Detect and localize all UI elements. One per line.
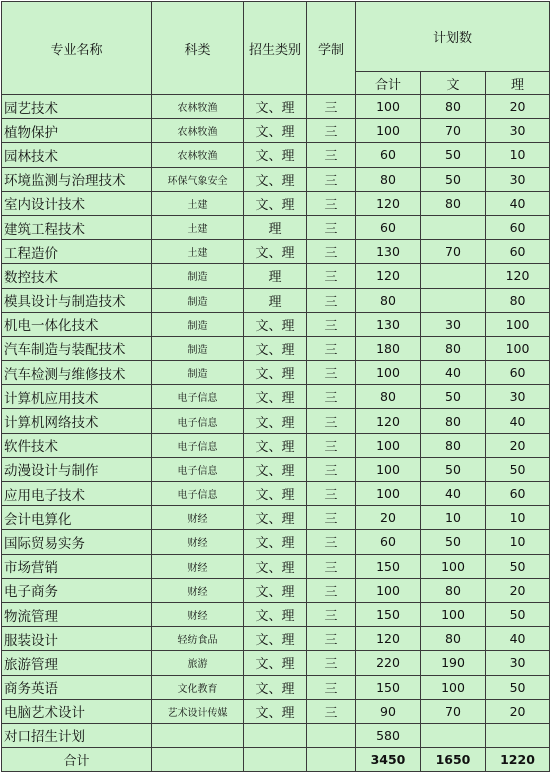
table-row: [2, 409, 550, 433]
duration-cell: 三: [307, 385, 356, 409]
special-row-label: 对口招生计划: [2, 723, 152, 747]
wen-cell: 100: [421, 554, 486, 578]
category-cell: 土建: [152, 191, 244, 215]
li-cell: 30: [486, 167, 550, 191]
wen-cell: 80: [421, 433, 486, 457]
table-row: [2, 699, 550, 723]
grand-total-wen: 1650: [421, 748, 486, 772]
enroll-type-cell: 文、理: [244, 336, 307, 360]
category-cell: 艺术设计传媒: [152, 699, 244, 723]
wen-cell: 80: [421, 191, 486, 215]
major-cell: 电脑艺术设计: [2, 699, 152, 723]
wen-cell: 100: [421, 602, 486, 626]
duration-cell: 三: [307, 578, 356, 602]
wen-cell: 190: [421, 651, 486, 675]
major-cell: 计算机应用技术: [2, 385, 152, 409]
li-cell: 30: [486, 651, 550, 675]
major-cell: 国际贸易实务: [2, 530, 152, 554]
category-cell: 电子信息: [152, 482, 244, 506]
major-cell: 商务英语: [2, 675, 152, 699]
header-plan: 计划数: [356, 2, 550, 72]
wen-cell: 70: [421, 699, 486, 723]
table-row: [2, 95, 550, 119]
duration-cell: 三: [307, 409, 356, 433]
table-row: [2, 457, 550, 481]
table-row: [2, 554, 550, 578]
duration-cell: 三: [307, 240, 356, 264]
wen-cell: 10: [421, 506, 486, 530]
enroll-type-cell: 文、理: [244, 530, 307, 554]
li-cell: 60: [486, 482, 550, 506]
li-cell: 60: [486, 361, 550, 385]
total-cell: 220: [356, 651, 421, 675]
major-cell: 软件技术: [2, 433, 152, 457]
table-row: [2, 530, 550, 554]
li-cell: 40: [486, 409, 550, 433]
major-cell: 建筑工程技术: [2, 215, 152, 239]
total-cell: 180: [356, 336, 421, 360]
enroll-type-cell: 文、理: [244, 240, 307, 264]
major-cell: 动漫设计与制作: [2, 457, 152, 481]
li-cell: 60: [486, 215, 550, 239]
total-cell: 60: [356, 530, 421, 554]
enroll-type-cell: 文、理: [244, 699, 307, 723]
duration-cell: 三: [307, 651, 356, 675]
li-cell: 40: [486, 191, 550, 215]
total-cell: 80: [356, 167, 421, 191]
enroll-type-cell: 文、理: [244, 482, 307, 506]
wen-cell: 70: [421, 119, 486, 143]
category-cell: 财经: [152, 602, 244, 626]
total-cell: 150: [356, 602, 421, 626]
li-cell: 30: [486, 119, 550, 143]
major-cell: 电子商务: [2, 578, 152, 602]
grand-total-label: 合计: [2, 748, 152, 772]
duration-cell: 三: [307, 433, 356, 457]
total-cell: 130: [356, 240, 421, 264]
duration-cell: 三: [307, 482, 356, 506]
li-cell: 50: [486, 554, 550, 578]
enroll-type-cell: 文、理: [244, 675, 307, 699]
category-cell: 土建: [152, 215, 244, 239]
li-cell: 100: [486, 312, 550, 336]
category-cell: 财经: [152, 554, 244, 578]
header-category: 科类: [152, 2, 244, 95]
major-cell: 模具设计与制造技术: [2, 288, 152, 312]
li-cell: 10: [486, 506, 550, 530]
header-total: 合计: [356, 72, 421, 95]
category-cell: 电子信息: [152, 433, 244, 457]
enroll-type-cell: 文、理: [244, 191, 307, 215]
grand-total-row: [2, 748, 550, 772]
enroll-type-cell: 理: [244, 288, 307, 312]
wen-cell: 80: [421, 95, 486, 119]
category-cell: 轻纺食品: [152, 627, 244, 651]
wen-cell: 70: [421, 240, 486, 264]
total-cell: 120: [356, 409, 421, 433]
duration-cell: 三: [307, 530, 356, 554]
duration-cell: 三: [307, 675, 356, 699]
table-row: [2, 361, 550, 385]
total-cell: 130: [356, 312, 421, 336]
total-cell: 100: [356, 457, 421, 481]
table-row: [2, 143, 550, 167]
duration-cell: 三: [307, 627, 356, 651]
li-cell: 120: [486, 264, 550, 288]
li-cell: 50: [486, 457, 550, 481]
duration-cell: 三: [307, 167, 356, 191]
category-cell: 制造: [152, 288, 244, 312]
wen-cell: 40: [421, 361, 486, 385]
table-row: [2, 433, 550, 457]
major-cell: 环境监测与治理技术: [2, 167, 152, 191]
total-cell: 120: [356, 264, 421, 288]
category-cell: 土建: [152, 240, 244, 264]
special-row-empty-cell: [421, 723, 486, 747]
category-cell: 电子信息: [152, 457, 244, 481]
table-row: [2, 288, 550, 312]
enroll-type-cell: 文、理: [244, 651, 307, 675]
table-row: [2, 336, 550, 360]
li-cell: 20: [486, 433, 550, 457]
li-cell: 10: [486, 143, 550, 167]
wen-cell: 30: [421, 312, 486, 336]
duration-cell: 三: [307, 602, 356, 626]
enroll-type-cell: 理: [244, 264, 307, 288]
table-row: [2, 602, 550, 626]
table-row: [2, 240, 550, 264]
major-cell: 应用电子技术: [2, 482, 152, 506]
category-cell: 制造: [152, 361, 244, 385]
enroll-type-cell: 文、理: [244, 143, 307, 167]
table-row: [2, 482, 550, 506]
table-row: [2, 578, 550, 602]
category-cell: 财经: [152, 530, 244, 554]
enroll-type-cell: 文、理: [244, 578, 307, 602]
header-wen: 文: [421, 72, 486, 95]
wen-cell: 50: [421, 167, 486, 191]
duration-cell: 三: [307, 143, 356, 167]
wen-cell: 80: [421, 627, 486, 651]
wen-cell: 50: [421, 457, 486, 481]
li-cell: 30: [486, 385, 550, 409]
major-cell: 室内设计技术: [2, 191, 152, 215]
total-cell: 60: [356, 215, 421, 239]
wen-cell: 50: [421, 385, 486, 409]
major-cell: 工程造价: [2, 240, 152, 264]
duration-cell: 三: [307, 95, 356, 119]
major-cell: 旅游管理: [2, 651, 152, 675]
enroll-type-cell: 文、理: [244, 554, 307, 578]
total-cell: 150: [356, 675, 421, 699]
li-cell: 20: [486, 578, 550, 602]
wen-cell: [421, 215, 486, 239]
category-cell: 财经: [152, 578, 244, 602]
major-cell: 园林技术: [2, 143, 152, 167]
enroll-type-cell: 文、理: [244, 409, 307, 433]
grand-total-empty-cell: [307, 748, 356, 772]
special-row-total: 580: [356, 723, 421, 747]
duration-cell: 三: [307, 264, 356, 288]
enroll-type-cell: 文、理: [244, 167, 307, 191]
duration-cell: 三: [307, 215, 356, 239]
enroll-type-cell: 理: [244, 215, 307, 239]
wen-cell: 80: [421, 336, 486, 360]
li-cell: 60: [486, 240, 550, 264]
major-cell: 计算机网络技术: [2, 409, 152, 433]
wen-cell: 80: [421, 578, 486, 602]
duration-cell: 三: [307, 336, 356, 360]
table-row: [2, 627, 550, 651]
header-duration: 学制: [307, 2, 356, 95]
header-row-1: [2, 2, 550, 72]
total-cell: 100: [356, 361, 421, 385]
total-cell: 80: [356, 385, 421, 409]
category-cell: 文化教育: [152, 675, 244, 699]
table-row: [2, 191, 550, 215]
header-enroll-type: 招生类别: [244, 2, 307, 95]
category-cell: 制造: [152, 336, 244, 360]
category-cell: 农林牧渔: [152, 119, 244, 143]
table-row: [2, 506, 550, 530]
total-cell: 60: [356, 143, 421, 167]
total-cell: 100: [356, 95, 421, 119]
special-row: [2, 723, 550, 747]
total-cell: 20: [356, 506, 421, 530]
special-row-empty-cell: [152, 723, 244, 747]
category-cell: 制造: [152, 264, 244, 288]
wen-cell: 80: [421, 409, 486, 433]
category-cell: 制造: [152, 312, 244, 336]
table-row: [2, 675, 550, 699]
major-cell: 汽车制造与装配技术: [2, 336, 152, 360]
grand-total-empty-cell: [152, 748, 244, 772]
special-row-empty-cell: [244, 723, 307, 747]
enrollment-plan-table: [1, 1, 550, 772]
special-row-empty-cell: [307, 723, 356, 747]
li-cell: 20: [486, 95, 550, 119]
enroll-type-cell: 文、理: [244, 95, 307, 119]
enroll-type-cell: 文、理: [244, 627, 307, 651]
total-cell: 150: [356, 554, 421, 578]
duration-cell: 三: [307, 506, 356, 530]
wen-cell: 50: [421, 143, 486, 167]
enroll-type-cell: 文、理: [244, 602, 307, 626]
enroll-type-cell: 文、理: [244, 433, 307, 457]
table-row: [2, 119, 550, 143]
li-cell: 50: [486, 602, 550, 626]
wen-cell: 50: [421, 530, 486, 554]
category-cell: 环保气象安全: [152, 167, 244, 191]
wen-cell: [421, 288, 486, 312]
duration-cell: 三: [307, 312, 356, 336]
total-cell: 80: [356, 288, 421, 312]
major-cell: 汽车检测与维修技术: [2, 361, 152, 385]
li-cell: 100: [486, 336, 550, 360]
category-cell: 电子信息: [152, 409, 244, 433]
total-cell: 100: [356, 433, 421, 457]
enroll-type-cell: 文、理: [244, 506, 307, 530]
header-major: 专业名称: [2, 2, 152, 95]
enroll-type-cell: 文、理: [244, 385, 307, 409]
header-li: 理: [486, 72, 550, 95]
total-cell: 100: [356, 578, 421, 602]
special-row-empty-cell: [486, 723, 550, 747]
wen-cell: [421, 264, 486, 288]
table-row: [2, 167, 550, 191]
table-row: [2, 264, 550, 288]
table-row: [2, 312, 550, 336]
table-body: [2, 95, 550, 724]
major-cell: 机电一体化技术: [2, 312, 152, 336]
total-cell: 100: [356, 482, 421, 506]
li-cell: 50: [486, 675, 550, 699]
major-cell: 数控技术: [2, 264, 152, 288]
table-row: [2, 215, 550, 239]
major-cell: 服装设计: [2, 627, 152, 651]
major-cell: 园艺技术: [2, 95, 152, 119]
major-cell: 物流管理: [2, 602, 152, 626]
total-cell: 100: [356, 119, 421, 143]
table-row: [2, 651, 550, 675]
total-cell: 120: [356, 191, 421, 215]
category-cell: 农林牧渔: [152, 143, 244, 167]
major-cell: 市场营销: [2, 554, 152, 578]
major-cell: 会计电算化: [2, 506, 152, 530]
enroll-type-cell: 文、理: [244, 457, 307, 481]
table-row: [2, 385, 550, 409]
wen-cell: 40: [421, 482, 486, 506]
total-cell: 90: [356, 699, 421, 723]
grand-total-empty-cell: [244, 748, 307, 772]
total-cell: 120: [356, 627, 421, 651]
li-cell: 10: [486, 530, 550, 554]
li-cell: 80: [486, 288, 550, 312]
li-cell: 20: [486, 699, 550, 723]
duration-cell: 三: [307, 361, 356, 385]
category-cell: 财经: [152, 506, 244, 530]
duration-cell: 三: [307, 457, 356, 481]
duration-cell: 三: [307, 119, 356, 143]
enroll-type-cell: 文、理: [244, 361, 307, 385]
li-cell: 40: [486, 627, 550, 651]
category-cell: 旅游: [152, 651, 244, 675]
enroll-type-cell: 文、理: [244, 119, 307, 143]
wen-cell: 100: [421, 675, 486, 699]
duration-cell: 三: [307, 699, 356, 723]
duration-cell: 三: [307, 554, 356, 578]
grand-total-sum: 3450: [356, 748, 421, 772]
grand-total-li: 1220: [486, 748, 550, 772]
category-cell: 电子信息: [152, 385, 244, 409]
enroll-type-cell: 文、理: [244, 312, 307, 336]
major-cell: 植物保护: [2, 119, 152, 143]
category-cell: 农林牧渔: [152, 95, 244, 119]
duration-cell: 三: [307, 288, 356, 312]
duration-cell: 三: [307, 191, 356, 215]
